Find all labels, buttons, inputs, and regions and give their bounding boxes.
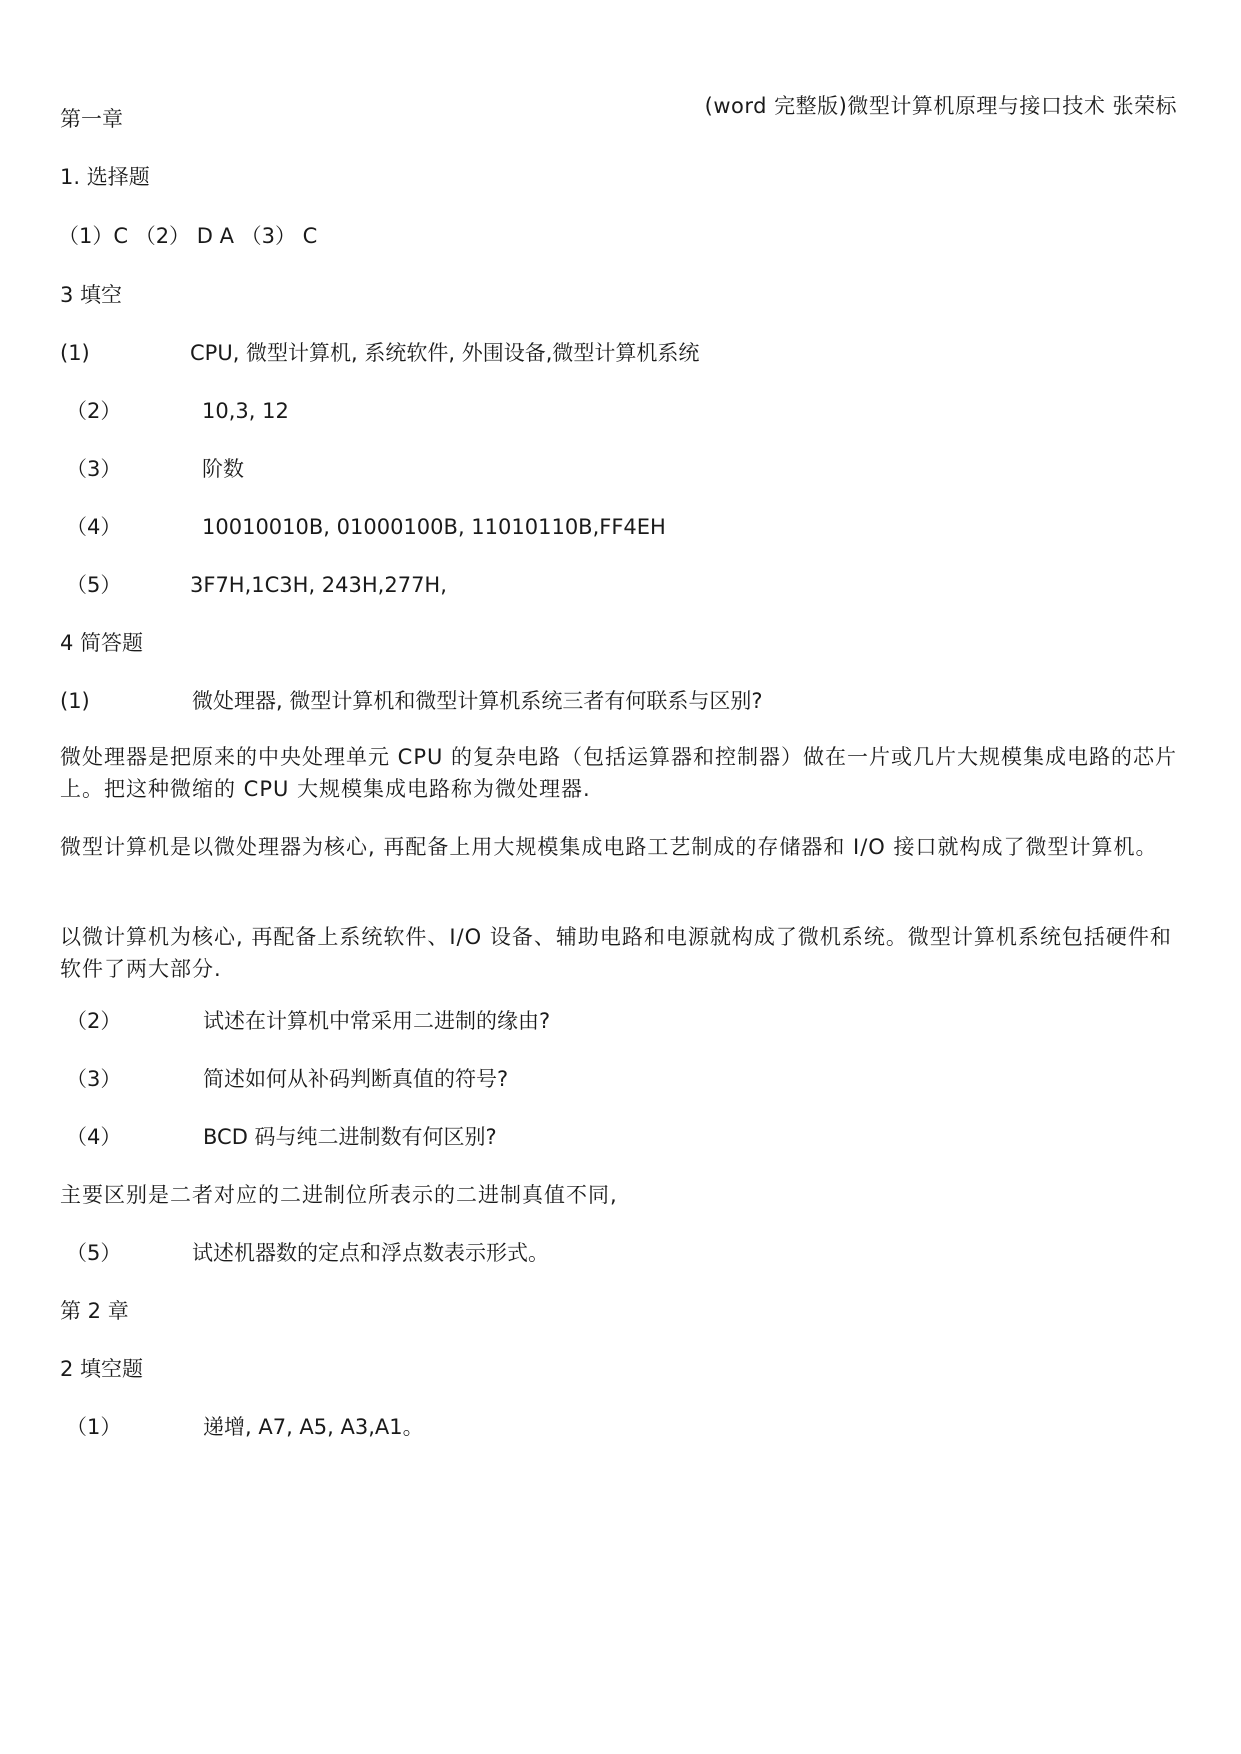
- section-title: 3 填空: [60, 283, 123, 307]
- answer-paragraph: 微处理器是把原来的中央处理单元 CPU 的复杂电路（包括运算器和控制器）做在一片或几片大规模集成电路的芯片上。把这种微缩的 CPU 大规模集成电路称为微处理器.: [60, 745, 1178, 801]
- item-number: （2）: [66, 399, 122, 423]
- multiple-choice-answers: （1）C （2） D A （3） C: [58, 224, 318, 248]
- chapter-title: 第一章: [60, 107, 123, 131]
- question-number: (1): [60, 689, 90, 713]
- question-text: 试述机器数的定点和浮点数表示形式。: [192, 1241, 549, 1265]
- section-title: 2 填空题: [60, 1357, 144, 1381]
- question-text: 微处理器, 微型计算机和微型计算机系统三者有何联系与区别?: [192, 689, 763, 713]
- item-text: 10,3, 12: [202, 399, 289, 423]
- question-number: （2）: [66, 1009, 122, 1033]
- question-number: （4）: [66, 1125, 122, 1149]
- item-number: (1): [60, 341, 90, 365]
- question-number: （5）: [66, 1241, 122, 1265]
- question-text: BCD 码与纯二进制数有何区别?: [203, 1125, 497, 1149]
- section-title: 1. 选择题: [60, 165, 150, 189]
- item-text: 3F7H,1C3H, 243H,277H,: [190, 573, 447, 597]
- item-number: （3）: [66, 457, 122, 481]
- section-title: 4 简答题: [60, 631, 144, 655]
- item-text: 阶数: [202, 457, 244, 481]
- question-number: （3）: [66, 1067, 122, 1091]
- item-number: （1）: [66, 1415, 122, 1439]
- answer-paragraph: 微型计算机是以微处理器为核心, 再配备上用大规模集成电路工艺制成的存储器和 I/O 接口就构成了微型计算机。: [60, 835, 1158, 859]
- item-text: CPU, 微型计算机, 系统软件, 外围设备,微型计算机系统: [190, 341, 700, 365]
- chapter-title: 第 2 章: [60, 1299, 129, 1323]
- item-number: （4）: [66, 515, 122, 539]
- item-text: 10010010B, 01000100B, 11010110B,FF4EH: [202, 515, 666, 539]
- question-text: 试述在计算机中常采用二进制的缘由?: [203, 1009, 551, 1033]
- answer-paragraph: 以微计算机为核心, 再配备上系统软件、I/O 设备、辅助电路和电源就构成了微机系统。微型计算机系统包括硬件和软件了两大部分.: [60, 925, 1172, 981]
- question-text: 简述如何从补码判断真值的符号?: [203, 1067, 509, 1091]
- item-number: （5）: [66, 573, 122, 597]
- item-text: 递增, A7, A5, A3,A1。: [203, 1415, 424, 1439]
- answer-text: 主要区别是二者对应的二进制位所表示的二进制真值不同,: [60, 1183, 618, 1207]
- document-header: (word 完整版)微型计算机原理与接口技术 张荣标: [704, 94, 1177, 118]
